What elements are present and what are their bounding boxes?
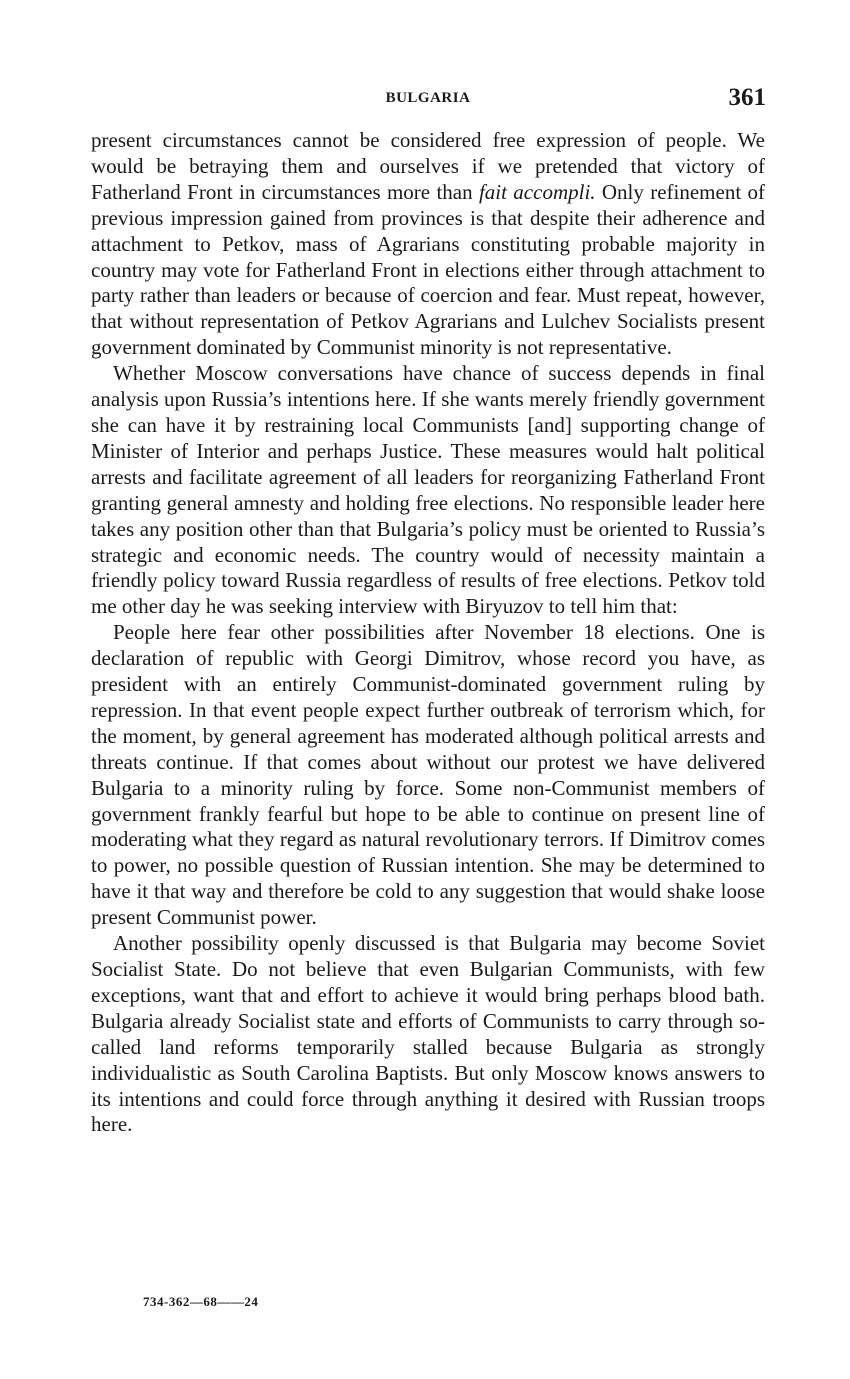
paragraph-2: Whether Moscow conversations have chance of success depends in final analysis upon Russia’s intentions here. If she wants merely friendly government she can have it by restraining local Communists [and] supporting change of Minister of Interior and perhaps Justice. These measures would halt political arrests and facilitate agreement of all leaders for reorganizing Fatherland Front granting general amnesty and holding free elections. No responsible leader here takes any position other than that Bulgaria’s policy must be oriented to Russia’s strategic and economic needs. The country would of necessity maintain a friendly policy toward Russia regardless of results of free elections. Petkov told me other day he was seeking interview with Biryuzov to tell him that: xyxy=(91,361,765,619)
running-head xyxy=(90,84,766,116)
paragraph-3: People here fear other possibilities after November 18 elections. One is declaration of republic with Georgi Dimitrov, whose record you have, as president with an entirely Communist-dominated government ruling by repression. In that event people expect further outbreak of terrorism which, for the moment, by general agreement has moderated although political arrests and threats continue. If that comes about without our protest we have delivered Bulgaria to a minority ruling by force. Some non-Communist members of government frankly fearful but hope to be able to continue on present line of moderating what they regard as natural revolutionary terrors. If Dimitrov comes to power, no possible question of Russian intention. She may be determined to have it that way and therefore be cold to any suggestion that would shake loose present Communist power. xyxy=(91,620,765,930)
paragraph-1-text: present circumstances cannot be considered free expression of people. We would be betraying them and ourselves if we pretended that victory of Fatherland Front in circumstances more than xyxy=(91,128,765,204)
paragraph-4: Another possibility openly discussed is that Bulgaria may become Soviet Socialist State. Do not believe that even Bulgarian Communists, with few exceptions, want that and effort to achieve it would bring perhaps blood bath. Bulgaria already Socialist state and efforts of Communists to carry through so-called land reforms temporarily stalled because Bulgaria as strongly individualistic as South Carolina Baptists. But only Moscow knows answers to its intentions and could force through anything it desired with Russian troops here. xyxy=(91,931,765,1137)
page-number: 361 xyxy=(728,84,766,111)
print-code: 734-362—68——24 xyxy=(143,1294,259,1309)
italic-phrase: fait accompli. xyxy=(478,179,596,204)
running-title: BULGARIA xyxy=(385,90,471,106)
body-text xyxy=(91,128,765,1138)
paragraph-1 xyxy=(91,128,765,361)
paragraph-1-continuation: Only refinement of previous impression gained from provinces is that despite their adherence and attachment to Petkov, mass of Agrarians constituting probable majority in country may vote for Fatherland Front in elections either through attachment to party rather than leaders or because of coercion and fear. Must repeat, however, that without representation of Petkov Agrarians and Lulchev Socialists present government dominated by Communist minority is not representative. xyxy=(91,179,765,360)
